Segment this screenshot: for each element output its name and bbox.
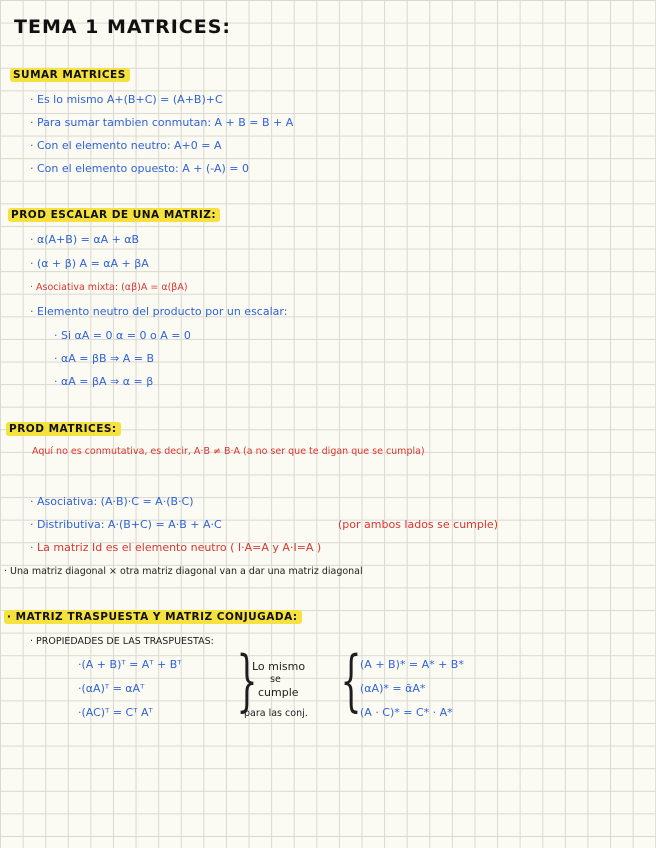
sumar-item-1: · Es lo mismo A+(B+C) = (A+B)+C bbox=[30, 93, 223, 106]
escalar-subitem-3: · αA = βA ⇒ α = β bbox=[54, 375, 154, 388]
propiedades-label: · PROPIEDADES DE LAS TRASPUESTAS: bbox=[30, 636, 214, 647]
conjugada-prop-3: (A · C)* = C* · A* bbox=[360, 706, 453, 719]
section-heading-prod: PROD MATRICES: bbox=[6, 422, 121, 436]
brace-left: } bbox=[236, 642, 258, 719]
prod-item-ambos-lados: (por ambos lados se cumple) bbox=[338, 518, 498, 531]
escalar-item-4: · Elemento neutro del producto por un escalar: bbox=[30, 305, 288, 318]
prod-item-distributiva: · Distributiva: A·(B+C) = A·B + A·C bbox=[30, 518, 222, 531]
prod-item-identidad: · La matriz Id es el elemento neutro ( I·A=A y A·I=A ) bbox=[30, 541, 322, 554]
traspuesta-prop-1: ·(A + B)ᵀ = Aᵀ + Bᵀ bbox=[78, 658, 182, 671]
conj-note-line-1: Lo mismo bbox=[252, 660, 306, 673]
traspuesta-prop-2: ·(αA)ᵀ = αAᵀ bbox=[78, 682, 145, 695]
section-heading-escalar: PROD ESCALAR DE UNA MATRIZ: bbox=[8, 208, 220, 222]
page-title: TEMA 1 MATRICES: bbox=[14, 16, 232, 38]
section-heading-traspuesta: · MATRIZ TRASPUESTA Y MATRIZ CONJUGADA: bbox=[4, 610, 302, 624]
escalar-item-2: · (α + β) A = αA + βA bbox=[30, 257, 149, 270]
sumar-item-2: · Para sumar tambien conmutan: A + B = B + A bbox=[30, 116, 294, 129]
conj-note-line-4: para las conj. bbox=[244, 708, 308, 719]
section-heading-sumar: SUMAR MATRICES bbox=[10, 68, 130, 82]
escalar-subitem-1: · Si αA = 0 α = 0 o A = 0 bbox=[54, 329, 191, 342]
prod-note: Aquí no es conmutativa, es decir, A·B ≠ B·A (a no ser que te digan que se cumpla) bbox=[32, 446, 425, 457]
prod-item-asociativa: · Asociativa: (A·B)·C = A·(B·C) bbox=[30, 495, 194, 508]
conjugada-prop-1: (A + B)* = A* + B* bbox=[360, 658, 464, 671]
traspuesta-prop-3: ·(AC)ᵀ = Cᵀ Aᵀ bbox=[78, 706, 153, 719]
prod-diagonal-note: · Una matriz diagonal × otra matriz diagonal van a dar una matriz diagonal bbox=[4, 566, 363, 577]
brace-right: { bbox=[340, 642, 362, 719]
escalar-item-1: · α(A+B) = αA + αB bbox=[30, 233, 140, 246]
escalar-subitem-2: · αA = βB ⇒ A = B bbox=[54, 352, 155, 365]
sumar-item-4: · Con el elemento opuesto: A + (-A) = 0 bbox=[30, 162, 249, 175]
conjugada-prop-2: (αA)* = ᾱA* bbox=[360, 682, 426, 695]
conj-note-line-2: se bbox=[270, 674, 281, 685]
sumar-item-3: · Con el elemento neutro: A+0 = A bbox=[30, 139, 222, 152]
conj-note-line-3: cumple bbox=[258, 686, 299, 699]
escalar-item-3: · Asociativa mixta: (αβ)A = α(βA) bbox=[30, 282, 188, 293]
